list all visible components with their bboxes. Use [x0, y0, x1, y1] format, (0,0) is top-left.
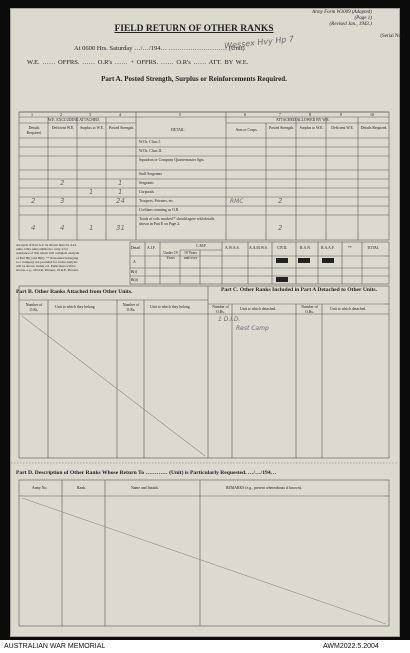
part-a-title: Part A. Posted Strength, Surplus or Reinforcements Required. [101, 75, 287, 83]
handwritten-total: 4 [31, 224, 36, 232]
handwritten-entry: 1 [89, 188, 94, 196]
serial-label: (Serial No.) [380, 34, 404, 39]
col-number: 10 [370, 112, 374, 117]
detail-row-label: W.Os. Class I. [139, 140, 161, 144]
part-b-col: Number of O.Rs. [122, 303, 140, 312]
breakdown-header: CIVIL [277, 246, 288, 250]
detail-row-label: Civilians counting as O.R. [139, 208, 180, 212]
att-col-header: Deficient W.E. [331, 126, 354, 130]
breakdown-row: B(i) [131, 270, 138, 274]
col-number: 1 [31, 112, 33, 117]
handwritten-entry: 2 [31, 197, 36, 205]
breakdown-header: A.A.M.W.S. [249, 246, 268, 250]
part-b-col: Unit to which they belong [150, 305, 190, 309]
handwritten-detached: Rest Camp [236, 325, 269, 332]
detail-row-label: Corporals [139, 190, 154, 194]
strength-line: W.E. …… OFFRS. …… O.R's …… + OFFRS. …… O.R's …… ATT. BY W.E. [27, 59, 249, 66]
breakdown-header: Under 19 Years [163, 251, 178, 260]
detail-row-label: W.Os. Class II. [139, 149, 162, 153]
col-number: 9 [340, 112, 342, 117]
detail-row-label: Troopers, Privates, etc. [139, 199, 174, 203]
handwritten-entry: 2 [60, 179, 65, 187]
part-d-title: Part D. Description of Other Ranks Whose Return To ………… (Unit) is Particularly Requested. …/…/194… [16, 470, 277, 476]
we-col-header: Posted Strength. [109, 126, 134, 130]
detail-row-label: Sergeants [139, 181, 154, 185]
handwritten-entry: 1 [118, 179, 123, 187]
att-col-header: Details Required. [360, 126, 388, 130]
part-b-col: Number of O.Rs. [25, 303, 43, 312]
part-b-title: Part B. Other Ranks Attached from Other Units. [16, 289, 133, 295]
breakdown-header: R.A.A.F. [321, 246, 335, 250]
col-number: 4 [119, 112, 121, 117]
breakdown-header: 19 Years and over [183, 251, 198, 260]
att-header: ATTACHED ALLOWED BY W.E. [276, 118, 330, 122]
col-number: 3 [89, 112, 91, 117]
handwritten-entry: 24 [116, 197, 125, 205]
handwritten-total: 2 [278, 224, 283, 232]
handwritten-total: 1 [89, 224, 94, 232]
handwritten-entry: 3 [60, 197, 65, 205]
footer-accession: AWM2022.5.2004 [323, 643, 379, 650]
col-number: 7 [279, 112, 281, 117]
att-col-header: Posted Strength. [269, 126, 294, 130]
breakdown-row: B(ii) [131, 278, 139, 282]
part-c-title: Part C. Other Ranks Included in Part A Detached to Other Units. [221, 287, 377, 293]
handwritten-entry: 2 [278, 197, 283, 205]
handwritten-entry: 1 [118, 188, 123, 196]
form-reference-line: (Revised Jan., 1943.) [329, 22, 372, 27]
part-b-col: Unit to which they belong [55, 305, 95, 309]
we-col-header: Deficient W.E. [51, 126, 75, 130]
col-number: 8 [309, 112, 311, 117]
col-number: 5 [179, 112, 181, 117]
breakdown-header: A.I.F. [147, 246, 156, 250]
col-number: 6 [244, 112, 246, 117]
breakdown-header: A.W.A.S. [225, 246, 240, 250]
part-c-col: Number of O.Rs. [212, 305, 229, 314]
form-reference-line: Army Form W3009 (Adapted) [312, 10, 372, 15]
detail-row-label: Totals of cols. marked * should agree with details shown in Part E on Page 2. [139, 217, 215, 226]
we-col-header: Details Required. [26, 126, 42, 135]
part-d-col: REMARKS (e.g., present whereabouts if known). [226, 486, 302, 490]
breakdown-note: Analysis of Part A to be shown here for ALL units. Only units entitled to carry it for assistance of this return will complete analysis of Part B(i) and B(ii). ** Personnel belonging to a company not provided for in the analysis will be shown in this col. Particulars will be shown, e.g., 29 O.R. Pioneer, 19 R.E. Pioneer. [16, 243, 80, 273]
part-c-col: Unit to which detached. [330, 307, 367, 311]
part-c-col: Number of O.Rs. [301, 305, 318, 314]
part-d-col: Name and Initials. [131, 486, 159, 490]
part-d-col: Rank. [77, 486, 86, 490]
part-d-col: Army No. [32, 486, 48, 490]
handwritten-total: 4 [60, 224, 65, 232]
handwritten-unit: Wessex Hvy Hp 7 [223, 34, 295, 51]
att-col-header: Surplus to W.E. [299, 126, 324, 130]
handwritten-entry: RMC [230, 198, 244, 205]
form-reference-line: (Page 1) [354, 16, 372, 21]
breakdown-row: A [133, 260, 136, 264]
time-line: At 0600 Hrs. Saturday …/…/194… ……………………… (Unit) [74, 45, 245, 52]
detail-row-label: Staff Sergeants [139, 172, 162, 176]
handwritten-detached: 1 D.I.D. [218, 316, 241, 323]
breakdown-header: Detail [131, 246, 141, 250]
part-c-col: Unit to which detached. [240, 307, 277, 311]
handwritten-total: 31 [116, 224, 125, 232]
detail-row-label: Squadron or Company Quartermaster Sgts. [139, 158, 205, 162]
footer-source: AUSTRALIAN WAR MEMORIAL [4, 643, 106, 650]
we-header: W.E. EXCLUDING ATTACHED. [48, 118, 100, 122]
att-col-header: Arm or Corps. [235, 128, 258, 132]
col-number: 2 [60, 112, 62, 117]
breakdown-header: C.M.F. [196, 244, 207, 248]
breakdown-header: R.A.N. [300, 246, 311, 250]
breakdown-header: TOTAL [367, 246, 380, 250]
we-col-header: Surplus to W.E. [80, 126, 104, 130]
form-title: FIELD RETURN OF OTHER RANKS [114, 24, 274, 34]
detail-header: DETAIL [171, 128, 185, 132]
breakdown-header: ** [348, 246, 352, 250]
